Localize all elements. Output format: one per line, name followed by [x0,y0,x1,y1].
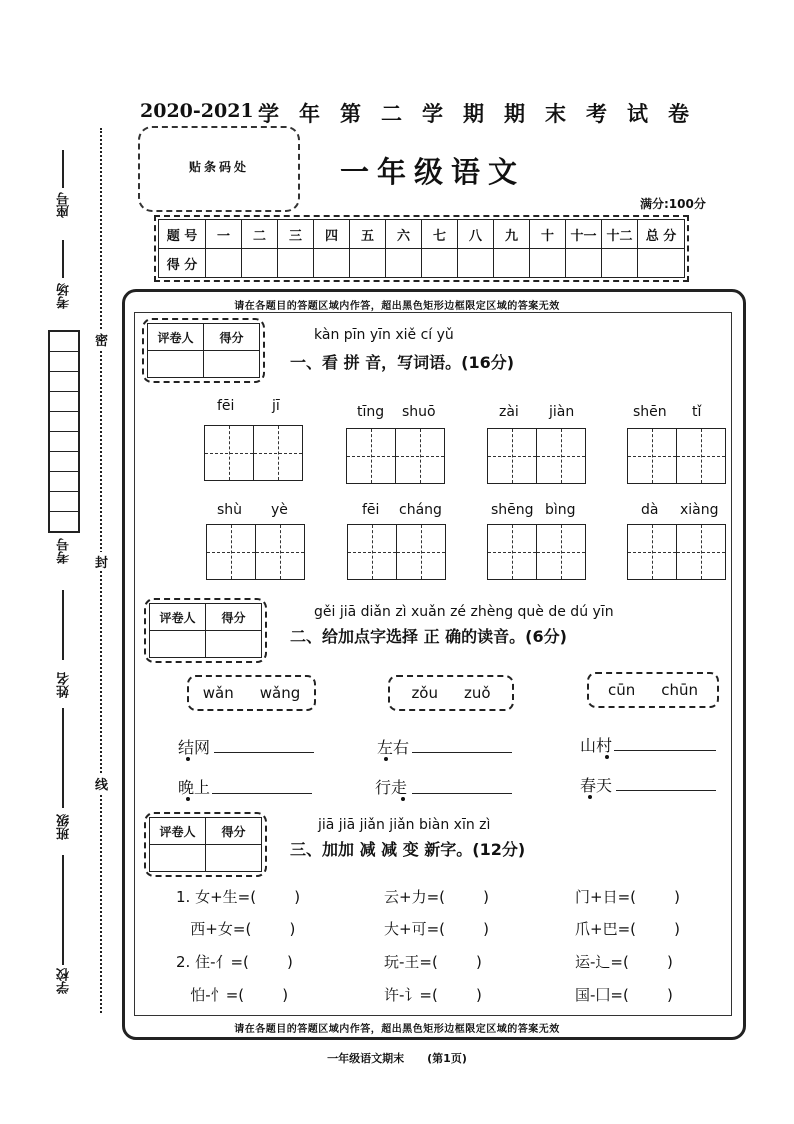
grader-box [144,812,267,877]
reviewer-field[interactable] [150,631,206,658]
equation: 1. 女+生=( ) [176,888,301,906]
score-input-cell[interactable] [278,249,314,278]
score-input-cell[interactable] [530,249,566,278]
writing-grid[interactable] [204,425,303,481]
pinyin-syllable: fēi [217,398,235,414]
pinyin-syllable: shù [217,502,243,518]
answer-blank[interactable] [412,775,512,794]
reading-option[interactable]: wǎng [259,684,301,702]
equation: 运-辶=( ) [575,953,673,971]
target-word: 结网 [178,738,211,757]
emphasis-dot [605,755,609,759]
q2-title: 二、给加点字选择 正 确的读音。(6分) [290,627,567,646]
emphasis-dot [186,757,190,761]
score-input-cell[interactable] [602,249,638,278]
pinyin-syllable: shēn [633,404,667,420]
equation: 爪+巴=( ) [575,920,680,938]
seal-word: 线 [95,774,108,793]
score-input-cell[interactable] [350,249,386,278]
answer-blank[interactable] [614,732,716,751]
seal-word: 封 [95,552,108,571]
score-input-cell[interactable] [242,249,278,278]
q1-pinyin: kàn pīn yīn xiě cí yǔ [314,327,454,343]
pinyin-syllable: zài [499,404,519,420]
exam-number-grid[interactable] [48,330,80,533]
answer-blank[interactable] [214,734,314,753]
writing-grid[interactable] [627,524,726,580]
score-table-cell: 七 [422,220,458,249]
equation: 云+力=( ) [384,888,489,906]
pinyin-syllable: shuō [402,404,436,420]
reviewer-label: 评卷人 [148,324,204,351]
seat-label: 座号 [57,192,72,218]
score-input-cell[interactable] [314,249,350,278]
q2-pinyin: gěi jiā diǎn zì xuǎn zé zhèng què de dú yīn [314,604,614,620]
class-label: 班级 [57,814,72,840]
grader-box [144,598,267,663]
name-field[interactable] [62,590,64,660]
q3-title: 三、加加 减 减 变 新字。(12分) [290,840,526,859]
full-score: 满分:100分 [640,197,706,211]
reading-option[interactable]: zuǒ [464,684,491,702]
class-field[interactable] [62,708,64,808]
emphasis-dot [384,757,388,761]
pinyin-syllable: fēi [362,502,380,518]
q3-pinyin: jiā jiā jiǎn jiǎn biàn xīn zì [318,817,491,833]
equation: 西+女=( ) [176,920,296,938]
score-table-cell: 十二 [602,220,638,249]
score-input-cell[interactable] [494,249,530,278]
emphasis-dot [401,797,405,801]
writing-grid[interactable] [627,428,726,484]
reading-options [388,675,514,711]
notice-top: 请在各题目的答题区域内作答，超出黑色矩形边框限定区域的答案无效 [234,301,560,312]
score-table-cell: 十 [530,220,566,249]
equation: 2. 住-亻=( ) [176,953,293,971]
notice-bottom: 请在各题目的答题区域内作答，超出黑色矩形边框限定区域的答案无效 [234,1024,560,1035]
score-input-cell[interactable] [206,249,242,278]
score-table-cell: 题 号 [159,220,206,249]
exam-no-label: 考号 [57,538,72,564]
exam-subtitle: 学年第二学期期末考试卷 [258,101,709,126]
target-word: 春天 [580,776,613,795]
target-word: 山村 [580,736,613,755]
score-table-cell: 六 [386,220,422,249]
pinyin-syllable: jī [272,398,280,414]
score-input-cell[interactable] [638,249,685,278]
writing-grid[interactable] [487,524,586,580]
reading-option[interactable]: zǒu [411,684,438,702]
target-word: 左右 [377,738,410,757]
score-input-cell[interactable] [458,249,494,278]
score-input-cell[interactable] [422,249,458,278]
pinyin-syllable: tīng [357,404,385,420]
score-field[interactable] [206,845,262,872]
writing-grid[interactable] [346,428,445,484]
score-input-cell[interactable] [386,249,422,278]
name-label: 姓名 [57,672,72,698]
seal-word: 密 [95,330,108,349]
exam-year: 2020-2021 [140,100,254,122]
reviewer-label: 评卷人 [150,604,206,631]
answer-blank[interactable] [412,734,512,753]
equation: 怕-忄=( ) [176,986,289,1004]
pinyin-syllable: bìng [545,502,576,518]
equation: 国-囗=( ) [575,986,673,1004]
equation: 大+可=( ) [384,920,489,938]
barcode-label: 贴条码处 [188,160,249,174]
pinyin-syllable: dà [641,502,659,518]
score-table-cell: 一 [206,220,242,249]
pinyin-syllable: jiàn [549,404,575,420]
writing-grid[interactable] [487,428,586,484]
target-word: 行走 [375,778,408,797]
score-input-cell[interactable] [566,249,602,278]
emphasis-dot [588,795,592,799]
barcode-area [138,126,300,212]
score-table-cell: 八 [458,220,494,249]
reading-option[interactable]: wǎn [202,684,234,702]
school-field[interactable] [62,855,64,965]
school-label: 学校 [57,968,72,994]
reviewer-field[interactable] [150,845,206,872]
score-table-cell: 三 [278,220,314,249]
pinyin-syllable: xiàng [680,502,719,518]
reviewer-field[interactable] [148,351,204,378]
equation: 玩-王=( ) [384,953,482,971]
pinyin-syllable: yè [271,502,288,518]
reading-options [587,672,719,708]
score-table-cell: 总 分 [638,220,685,249]
score-label: 得分 [206,818,262,845]
score-table-cell: 得 分 [159,249,206,278]
writing-grid[interactable] [206,524,305,580]
equation: 门+日=( ) [575,888,680,906]
score-table-cell: 四 [314,220,350,249]
score-table-cell: 五 [350,220,386,249]
score-label: 得分 [204,324,260,351]
writing-grid[interactable] [347,524,446,580]
score-field[interactable] [206,631,262,658]
reading-options [187,675,316,711]
target-word: 晚上 [178,778,211,797]
score-field[interactable] [204,351,260,378]
q1-title: 一、看 拼 音，写词语。(16分) [290,353,515,372]
pinyin-syllable: shēng [491,502,534,518]
room-label: 考场 [57,283,72,309]
score-table-cell: 十一 [566,220,602,249]
page-footer: 一年级语文期末 (第1页) [327,1052,467,1065]
score-table-cell: 二 [242,220,278,249]
score-label: 得分 [206,604,262,631]
pinyin-syllable: tǐ [692,404,702,420]
score-table-cell: 九 [494,220,530,249]
score-table-score-row [159,249,685,278]
emphasis-dot [186,797,190,801]
reviewer-label: 评卷人 [150,818,206,845]
answer-blank[interactable] [616,772,716,791]
pinyin-syllable: cháng [399,502,442,518]
reading-option[interactable]: chūn [661,681,699,699]
equation: 许-讠=( ) [384,986,482,1004]
score-table-header-row [159,220,685,249]
page-title: 一年级语文 [340,155,526,189]
answer-blank[interactable] [212,775,312,794]
reading-option[interactable]: cūn [607,681,636,699]
grader-box [142,318,265,383]
room-field[interactable] [62,240,64,278]
score-table [154,215,689,282]
seat-field[interactable] [62,150,64,188]
